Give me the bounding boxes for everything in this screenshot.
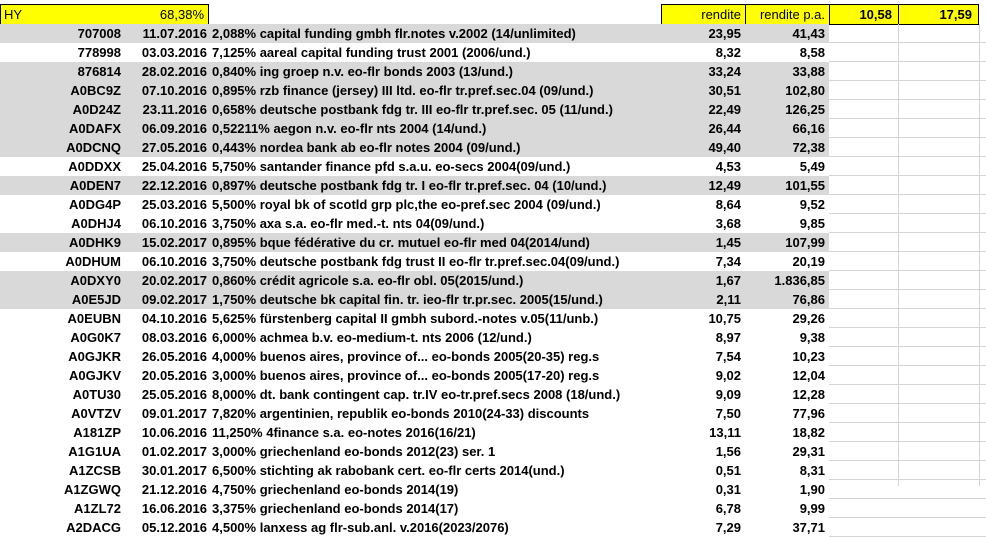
cell-date[interactable]: 25.04.2016 — [141, 159, 207, 174]
cell-id[interactable]: A1ZL72 — [74, 501, 121, 516]
cell-id[interactable]: A0DHK9 — [68, 235, 121, 250]
gridline — [898, 24, 899, 486]
cell-date[interactable]: 20.05.2016 — [141, 368, 207, 383]
cell-id[interactable]: A1G1UA — [68, 444, 121, 459]
cell-rendite-pa[interactable]: 66,16 — [792, 121, 825, 136]
cell-rendite-pa[interactable]: 9,38 — [799, 330, 825, 345]
cell-id[interactable]: A0E5JD — [71, 292, 121, 307]
cell-rendite-pa[interactable]: 76,86 — [792, 292, 825, 307]
cell-description[interactable]: 5,750% santander finance pfd s.a.u. eo-secs 2004(09/und.) — [212, 159, 571, 174]
cell-id[interactable]: 707008 — [77, 26, 121, 41]
cell-rendite-pa[interactable]: 107,99 — [785, 235, 825, 250]
cell-id[interactable]: A0DDXX — [68, 159, 121, 174]
cell-rendite[interactable]: 3,68 — [715, 216, 741, 231]
header-rendite-cell[interactable]: rendite — [661, 4, 746, 25]
cell-rendite-pa[interactable]: 1.836,85 — [774, 273, 825, 288]
cell-rendite-pa[interactable]: 18,82 — [792, 425, 825, 440]
cell-date[interactable]: 23.11.2016 — [142, 102, 207, 117]
cell-rendite[interactable]: 22,49 — [708, 102, 741, 117]
gridline — [829, 118, 986, 119]
gridline — [829, 61, 986, 62]
cell-id[interactable]: 778998 — [77, 45, 121, 60]
cell-rendite-pa[interactable]: 12,28 — [792, 387, 825, 402]
cell-description[interactable]: 5,500% royal bk of scotld grp plc,the eo-pref.sec 2004 (09/und.) — [212, 197, 601, 212]
gridline — [829, 498, 986, 499]
cell-description[interactable]: 8,000% dt. bank contingent cap. tr.IV eo-tr.pref.secs 2008 (18/und.) — [212, 387, 621, 402]
cell-date[interactable]: 22.12.2016 — [141, 178, 207, 193]
cell-id[interactable]: A0TU30 — [72, 387, 121, 402]
gridline — [829, 403, 986, 404]
cell-rendite[interactable]: 30,51 — [708, 83, 741, 98]
cell-rendite[interactable]: 1,45 — [715, 235, 741, 250]
cell-rendite[interactable]: 8,64 — [715, 197, 741, 212]
cell-date[interactable]: 25.03.2016 — [141, 197, 207, 212]
cell-description[interactable]: 6,000% achmea b.v. eo-medium-t. nts 2006 (12/und.) — [212, 330, 532, 345]
gridline — [829, 327, 986, 328]
cell-rendite[interactable]: 33,24 — [708, 64, 741, 79]
gridline — [829, 80, 986, 81]
cell-rendite[interactable]: 9,02 — [715, 368, 741, 383]
cell-rendite[interactable]: 2,11 — [716, 292, 741, 307]
cell-date[interactable]: 28.02.2016 — [141, 64, 207, 79]
gridline — [829, 422, 986, 423]
cell-id[interactable]: A0EUBN — [67, 311, 121, 326]
cell-date[interactable]: 20.02.2017 — [141, 273, 207, 288]
cell-description[interactable]: 7,125% aareal capital funding trust 2001 (2006/und.) — [212, 45, 531, 60]
cell-rendite[interactable]: 12,49 — [708, 178, 741, 193]
cell-rendite-pa[interactable]: 12,04 — [792, 368, 825, 383]
cell-description[interactable]: 0,840% ing groep n.v. eo-flr bonds 2003 (13/und.) — [212, 64, 513, 79]
cell-rendite-pa[interactable]: 102,80 — [785, 83, 825, 98]
cell-id[interactable]: A0DXY0 — [70, 273, 121, 288]
cell-date[interactable]: 09.01.2017 — [141, 406, 207, 421]
cell-rendite-pa[interactable]: 41,43 — [792, 26, 825, 41]
cell-rendite[interactable]: 49,40 — [708, 140, 741, 155]
header-sum1-cell[interactable]: 10,58 — [829, 4, 899, 25]
cell-id[interactable]: A0DHJ4 — [71, 216, 121, 231]
cell-rendite[interactable]: 6,78 — [715, 501, 741, 516]
gridline — [829, 460, 986, 461]
gridline — [979, 24, 980, 486]
cell-rendite[interactable]: 13,11 — [709, 425, 741, 440]
cell-rendite-pa[interactable]: 33,88 — [792, 64, 825, 79]
gridline — [829, 194, 986, 195]
cell-description[interactable]: 3,375% griechenland eo-bonds 2014(17) — [212, 501, 459, 516]
cell-date[interactable]: 10.06.2016 — [141, 425, 207, 440]
cell-id[interactable]: A0GJKV — [68, 368, 121, 383]
cell-date[interactable]: 15.02.2017 — [141, 235, 207, 250]
header-label: HY — [4, 7, 23, 22]
cell-date[interactable]: 05.12.2016 — [141, 520, 207, 535]
cell-id[interactable]: A1ZCSB — [68, 463, 121, 478]
cell-description[interactable]: 0,658% deutsche postbank fdg tr. III eo-flr tr.pref.sec. 05 (11/und.) — [212, 102, 613, 117]
cell-description[interactable]: 6,500% stichting ak rabobank cert. eo-flr certs 2014(und.) — [212, 463, 565, 478]
cell-date[interactable]: 30.01.2017 — [141, 463, 207, 478]
cell-date[interactable]: 21.12.2016 — [141, 482, 207, 497]
cell-rendite-pa[interactable]: 9,52 — [799, 197, 825, 212]
cell-description[interactable]: 2,088% capital funding gmbh flr.notes v.2002 (14/unlimited) — [212, 26, 576, 41]
cell-rendite-pa[interactable]: 126,25 — [785, 102, 825, 117]
cell-id[interactable]: A0DEN7 — [69, 178, 121, 193]
gridline — [829, 308, 986, 309]
cell-rendite-pa[interactable]: 101,55 — [785, 178, 825, 193]
cell-id[interactable]: A0DHUM — [65, 254, 121, 269]
cell-rendite[interactable]: 7,34 — [715, 254, 741, 269]
cell-id[interactable]: A0GJKR — [68, 349, 121, 364]
cell-rendite-pa[interactable]: 8,31 — [799, 463, 825, 478]
cell-rendite-pa[interactable]: 9,99 — [799, 501, 825, 516]
cell-date[interactable]: 11.07.2016 — [142, 26, 207, 41]
cell-date[interactable]: 03.03.2016 — [141, 45, 207, 60]
cell-rendite[interactable]: 1,67 — [715, 273, 741, 288]
cell-description[interactable]: 0,895% rzb finance (jersey) III ltd. eo-flr tr.pref.sec.04 (09/und.) — [212, 83, 594, 98]
gridline — [829, 175, 986, 176]
cell-rendite-pa[interactable]: 5,49 — [799, 159, 825, 174]
cell-id[interactable]: A0D24Z — [72, 102, 121, 117]
cell-description[interactable]: 5,625% fürstenberg capital II gmbh subord.-notes v.05(11/unb.) — [212, 311, 599, 326]
cell-description[interactable]: 4,000% buenos aires, province of... eo-bonds 2005(20-35) reg.s — [212, 349, 600, 364]
gridline — [829, 289, 986, 290]
cell-rendite-pa[interactable]: 9,85 — [799, 216, 825, 231]
gridline — [829, 42, 986, 43]
cell-description[interactable]: 3,000% buenos aires, province of... eo-bonds 2005(17-20) reg.s — [212, 368, 600, 383]
cell-rendite-pa[interactable]: 29,26 — [792, 311, 825, 326]
cell-rendite-pa[interactable]: 77,96 — [792, 406, 825, 421]
header-percent: 68,38% — [159, 7, 204, 22]
cell-rendite-pa[interactable]: 8,58 — [799, 45, 825, 60]
header-sum2-cell[interactable]: 17,59 — [898, 4, 979, 25]
cell-date[interactable]: 07.10.2016 — [141, 83, 207, 98]
cell-description[interactable]: 3,000% griechenland eo-bonds 2012(23) ser. 1 — [212, 444, 496, 459]
cell-rendite-pa[interactable]: 29,31 — [792, 444, 825, 459]
cell-rendite[interactable]: 10,75 — [708, 311, 741, 326]
cell-rendite[interactable]: 23,95 — [708, 26, 741, 41]
gridline — [829, 479, 986, 480]
gridline — [829, 137, 986, 138]
cell-id[interactable]: A0DG4P — [68, 197, 121, 212]
cell-description[interactable]: 0,52211% aegon n.v. eo-flr nts 2004 (14/und.) — [212, 121, 487, 136]
header-label-cell[interactable] — [0, 4, 209, 25]
gridline — [829, 441, 986, 442]
cell-date[interactable]: 27.05.2016 — [141, 140, 207, 155]
cell-date[interactable]: 06.10.2016 — [141, 216, 207, 231]
cell-date[interactable]: 09.02.2017 — [141, 292, 207, 307]
cell-rendite-pa[interactable]: 72,38 — [792, 140, 825, 155]
gridline — [829, 517, 986, 518]
cell-description[interactable]: 7,820% argentinien, republik eo-bonds 2010(24-33) discounts — [212, 406, 590, 421]
cell-rendite[interactable]: 7,54 — [715, 349, 741, 364]
cell-date[interactable]: 04.10.2016 — [141, 311, 207, 326]
cell-description[interactable]: 3,750% axa s.a. eo-flr med.-t. nts 04(09/und.) — [212, 216, 485, 231]
cell-date[interactable]: 26.05.2016 — [141, 349, 207, 364]
cell-date[interactable]: 01.02.2017 — [141, 444, 207, 459]
header-rendite-pa-cell[interactable]: rendite p.a. — [745, 4, 830, 25]
cell-description[interactable]: 4,500% lanxess ag flr-sub.anl. v.2016(2023/2076) — [212, 520, 509, 535]
cell-description[interactable]: 3,750% deutsche postbank fdg trust II eo-flr tr.pref.sec.04(09/und.) — [212, 254, 620, 269]
cell-rendite[interactable]: 0,51 — [715, 463, 741, 478]
cell-rendite[interactable]: 7,29 — [715, 520, 741, 535]
cell-rendite-pa[interactable]: 20,19 — [792, 254, 825, 269]
cell-id[interactable]: A0DAFX — [68, 121, 121, 136]
gridline — [829, 99, 986, 100]
cell-rendite[interactable]: 7,50 — [715, 406, 741, 421]
cell-rendite[interactable]: 1,56 — [715, 444, 741, 459]
cell-id[interactable]: A0G0K7 — [70, 330, 121, 345]
cell-description[interactable]: 0,897% deutsche postbank fdg tr. I eo-flr tr.pref.sec. 04 (10/und.) — [212, 178, 607, 193]
cell-rendite[interactable]: 9,09 — [715, 387, 741, 402]
cell-id[interactable]: A1ZGWQ — [63, 482, 121, 497]
cell-description[interactable]: 1,750% deutsche bk capital fin. tr. ieo-flr tr.pr.sec. 2005(15/und.) — [212, 292, 603, 307]
gridline — [829, 251, 986, 252]
gridline — [829, 213, 986, 214]
cell-rendite[interactable]: 0,31 — [715, 482, 741, 497]
cell-id[interactable]: A0VTZV — [71, 406, 121, 421]
cell-rendite[interactable]: 8,32 — [715, 45, 741, 60]
gridline — [829, 232, 986, 233]
cell-description[interactable]: 11,250% 4finance s.a. eo-notes 2016(16/21) — [212, 425, 476, 440]
cell-id[interactable]: A181ZP — [73, 425, 121, 440]
cell-date[interactable]: 25.05.2016 — [141, 387, 207, 402]
gridline — [829, 365, 986, 366]
cell-date[interactable]: 06.09.2016 — [141, 121, 207, 136]
cell-description[interactable]: 4,750% griechenland eo-bonds 2014(19) — [212, 482, 459, 497]
cell-description[interactable]: 0,860% crédit agricole s.a. eo-flr obl. 05(2015/und.) — [212, 273, 524, 288]
cell-date[interactable]: 16.06.2016 — [141, 501, 207, 516]
cell-description[interactable]: 0,443% nordea bank ab eo-flr notes 2004 (09/und.) — [212, 140, 521, 155]
cell-rendite[interactable]: 8,97 — [715, 330, 741, 345]
cell-date[interactable]: 06.10.2016 — [141, 254, 207, 269]
cell-rendite-pa[interactable]: 10,23 — [792, 349, 825, 364]
cell-rendite-pa[interactable]: 1,90 — [799, 482, 825, 497]
cell-rendite[interactable]: 4,53 — [715, 159, 741, 174]
cell-date[interactable]: 08.03.2016 — [141, 330, 207, 345]
cell-id[interactable]: A0DCNQ — [66, 140, 121, 155]
cell-id[interactable]: A2DACG — [66, 520, 121, 535]
gridline — [829, 156, 986, 157]
cell-id[interactable]: A0BC9Z — [70, 83, 121, 98]
cell-rendite[interactable]: 26,44 — [708, 121, 741, 136]
cell-rendite-pa[interactable]: 37,71 — [792, 520, 825, 535]
cell-description[interactable]: 0,895% bque fédérative du cr. mutuel eo-flr med 04(2014/und) — [212, 235, 590, 250]
gridline — [829, 346, 986, 347]
gridline — [829, 384, 986, 385]
gridline — [829, 270, 986, 271]
cell-id[interactable]: 876814 — [77, 64, 121, 79]
